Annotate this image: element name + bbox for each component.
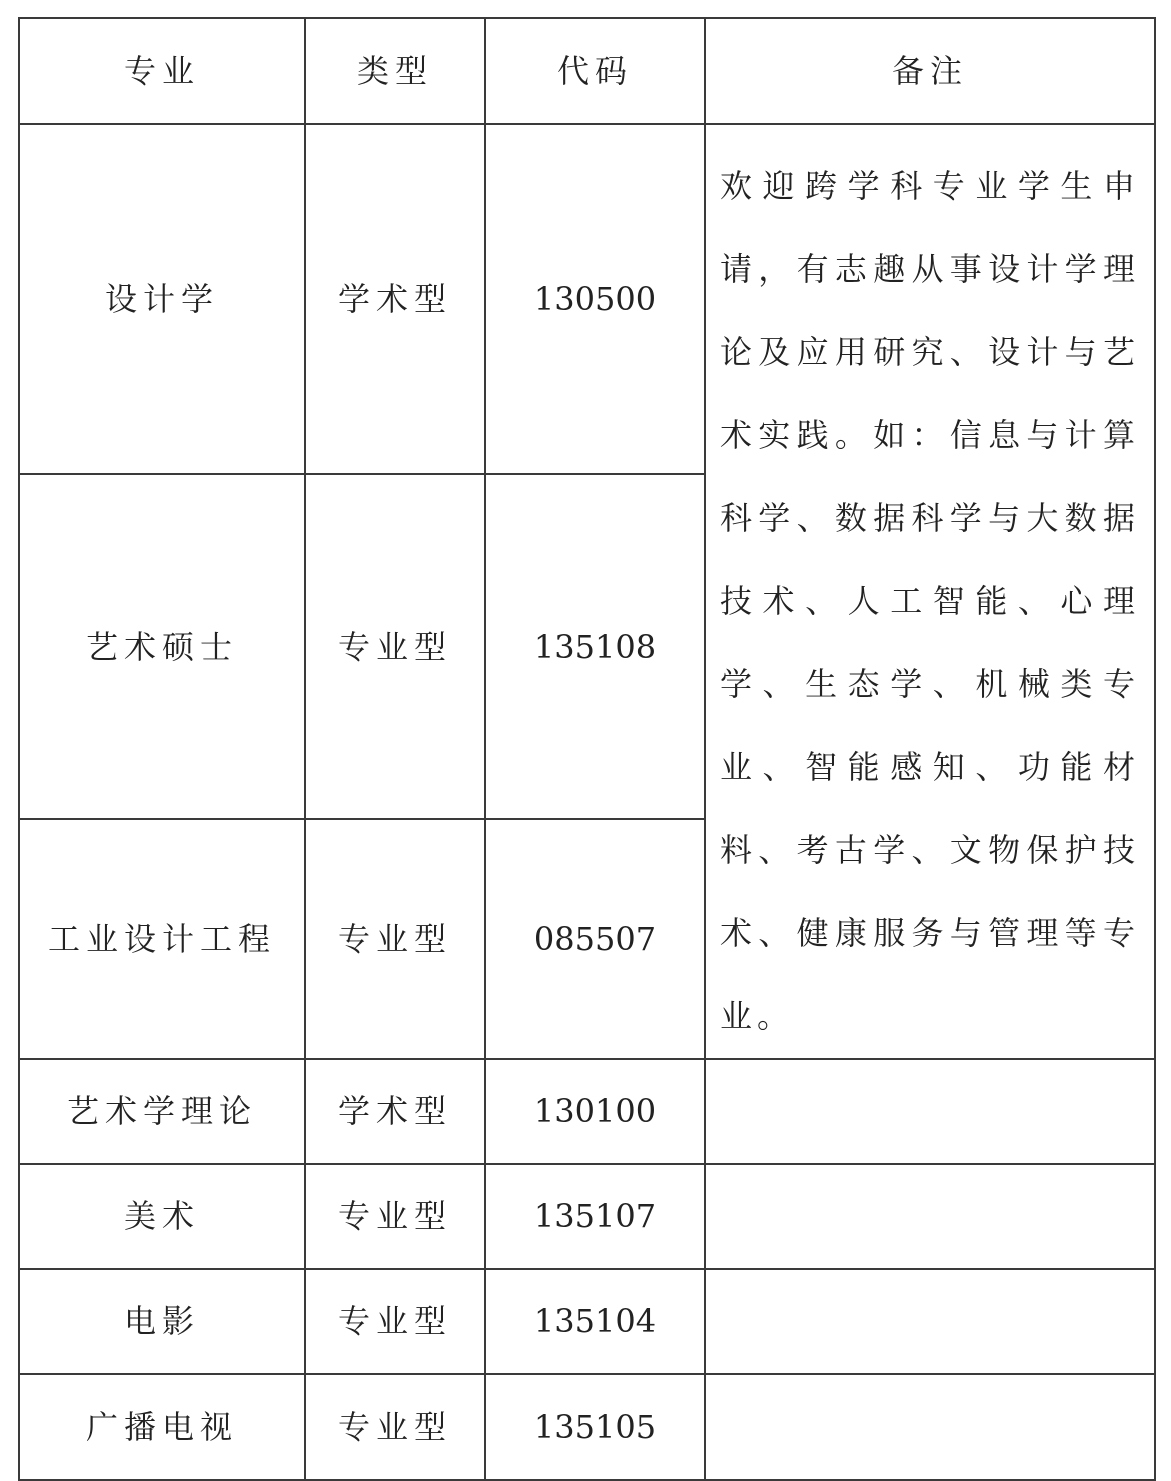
major-cell: 艺术硕士 [19, 474, 305, 819]
empty-note-cell [705, 1269, 1155, 1374]
type-cell: 专业型 [305, 819, 485, 1059]
table-row [19, 1374, 1155, 1480]
major-cell: 艺术学理论 [19, 1059, 305, 1164]
header-note: 备注 [705, 18, 1155, 124]
major-cell: 美术 [19, 1164, 305, 1269]
code-cell: 135108 [485, 474, 705, 819]
empty-note-cell [705, 1059, 1155, 1164]
note-cell: 欢迎跨学科专业学生申请，有志趣从事设计学理论及应用研究、设计与艺术实践。如：信息与计算科学、数据科学与大数据技术、人工智能、心理学、生态学、机械类专业、智能感知、功能材料、考古学、文物保护技术、健康服务与管理等专业。 [705, 124, 1155, 1059]
type-cell: 专业型 [305, 1374, 485, 1480]
major-cell: 工业设计工程 [19, 819, 305, 1059]
header-major: 专业 [19, 18, 305, 124]
code-cell: 135107 [485, 1164, 705, 1269]
type-cell: 学术型 [305, 124, 485, 474]
table-row [19, 1164, 1155, 1269]
empty-note-cell [705, 1374, 1155, 1480]
empty-note-cell [705, 1164, 1155, 1269]
type-cell: 专业型 [305, 474, 485, 819]
header-type: 类型 [305, 18, 485, 124]
code-cell: 135104 [485, 1269, 705, 1374]
table-row [19, 124, 1155, 474]
code-cell: 130100 [485, 1059, 705, 1164]
code-cell: 085507 [485, 819, 705, 1059]
major-cell: 设计学 [19, 124, 305, 474]
type-cell: 学术型 [305, 1059, 485, 1164]
majors-table [18, 17, 1156, 1481]
table-row [19, 1059, 1155, 1164]
type-cell: 专业型 [305, 1269, 485, 1374]
major-cell: 广播电视 [19, 1374, 305, 1480]
major-cell: 电影 [19, 1269, 305, 1374]
table-row [19, 1269, 1155, 1374]
code-cell: 130500 [485, 124, 705, 474]
code-cell: 135105 [485, 1374, 705, 1480]
type-cell: 专业型 [305, 1164, 485, 1269]
header-row [19, 18, 1155, 124]
header-code: 代码 [485, 18, 705, 124]
